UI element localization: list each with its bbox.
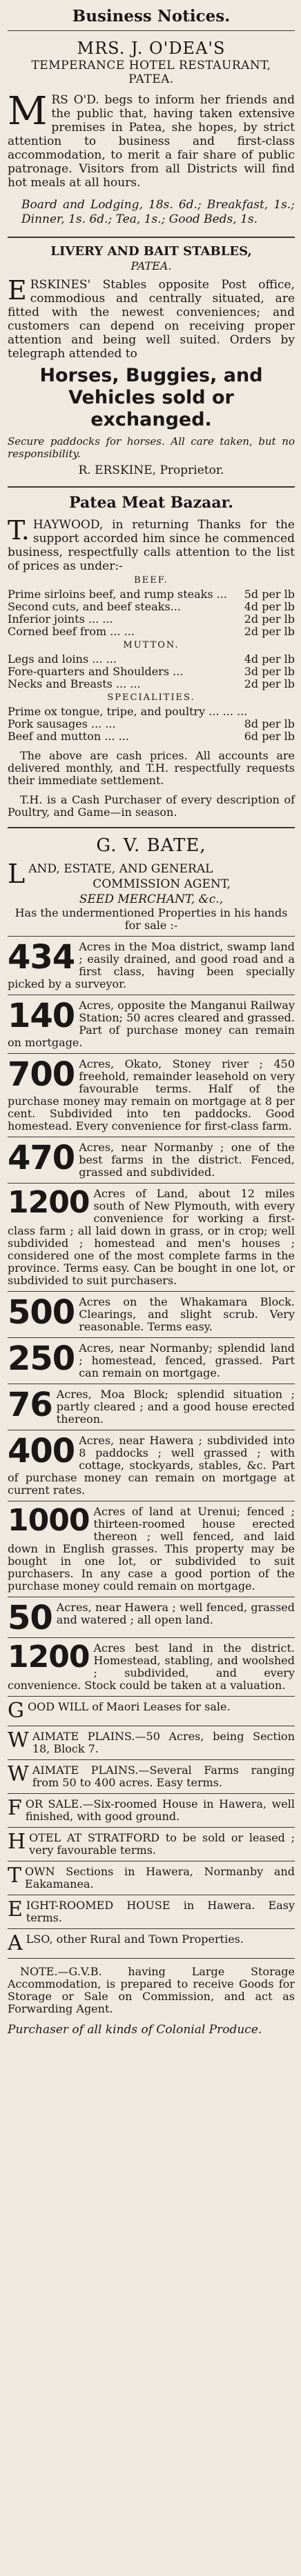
odea-business: TEMPERANCE HOTEL RESTAURANT, (31, 59, 271, 72)
listing-entry (8, 1861, 295, 1895)
property-entry (8, 1137, 295, 1183)
listing-entry (8, 1726, 295, 1759)
drop-cap: E (8, 1897, 23, 1921)
section-heading: Business Notices. (72, 7, 231, 26)
listing-entry (8, 1696, 295, 1726)
acreage-number: 250 (8, 1339, 75, 1378)
acreage-number: 76 (8, 1386, 52, 1424)
drop-cap: F (8, 1796, 22, 1820)
property-description: Acres of land at Urenui; fenced ; thirteen-roomed house erected thereon ; well fenced, and laid down in English grasses. This property may be bought in one lot, or subdivided to suit purchasers. In any case a good portion of the purchase money could remain on mortgage. (8, 1505, 295, 1592)
price-row: Pork sausages ... ... 8d per lb (8, 717, 295, 730)
meat-title: Patea Meat Bazaar. (69, 494, 233, 512)
erskine-note: Secure paddocks for horses. All care taken, but no responsibility. (8, 435, 295, 460)
erskine-body: E RSKINES' Stables opposite Post office, commodious and centrally situated, are fitted with the newest conveniences; and customers can depend on receiving proper attention and being well suited. Orders by telegraph attended to (8, 278, 295, 361)
property-entry (8, 1501, 295, 1597)
bate-heading: L AND, ESTATE, AND GENERAL COMMISSION AGENT, SEED MERCHANT, &c., (8, 861, 231, 906)
erskine-place: PATEA. (130, 259, 172, 272)
property-entry (8, 936, 295, 995)
produce-footer: Purchaser of all kinds of Colonial Produce. (8, 2023, 262, 2037)
meat-intro: T. HAYWOOD, in returning Thanks for the support accorded him since he commenced business, respectfully calls attention to the list of prices as under:- (8, 518, 295, 573)
mutton-prices (8, 653, 295, 690)
property-description: Acres, near Hawera ; subdivided into 8 paddocks ; well grassed ; with cottage, stockyards, stables, &c. Part of purchase money can remain on mortgage at current rates. (8, 1434, 295, 1497)
property-entry (8, 1053, 295, 1137)
price-row: Necks and Breasts ... ... 2d per lb (8, 677, 295, 690)
section-specialities: SPECIALITIES. (107, 692, 195, 703)
acreage-number: 700 (8, 1055, 75, 1094)
acreage-number: 434 (8, 938, 75, 977)
acreage-number: 500 (8, 1293, 75, 1332)
property-description: Acres on the Whakamara Block. Clearings, and slight scrub. Very reasonable. Terms easy. (79, 1295, 295, 1333)
drop-cap: T (8, 1864, 22, 1888)
listing-entry (8, 1759, 295, 1793)
speciality-prices (8, 718, 295, 743)
drop-cap: E (8, 278, 27, 306)
listing-entry (8, 1793, 295, 1827)
property-description: Acres, near Normanby; splendid land ; homestead, fenced, grassed. Part can remain on mortgage. (79, 1341, 295, 1379)
price-row: Second cuts, and beef steaks... 4d per lb (8, 600, 295, 613)
property-entry (8, 1291, 295, 1337)
bate-name: G. V. BATE, (96, 835, 206, 856)
property-entry (8, 995, 295, 1053)
price-row: Corned beef from ... ... 2d per lb (8, 625, 295, 638)
other-listings (8, 1696, 295, 1959)
property-description: Acres, opposite the Manganui Railway Station; 50 acres cleared and grassed. Part of purchase money can remain on mortgage. (8, 999, 295, 1049)
property-description: Acres of Land, about 12 miles south of New Plymouth, with every convenience for working a first-class farm ; all laid down in grass, or in crop; well subdivided ; homestead and men's houses ; considered one of the most complete farms in the province. Terms easy. Can be bought in one lot, or subdivided to suit purchasers. (8, 1187, 295, 1287)
price-row: Legs and loins ... ... 4d per lb (8, 652, 295, 666)
erskine-advert (8, 238, 295, 477)
property-entry (8, 1183, 295, 1291)
drop-cap: W (8, 1762, 29, 1786)
price-row: Beef and mutton ... ... 6d per lb (8, 730, 295, 743)
property-description: Acres in the Moa district, swamp land ; easily drained, and good road and a first class, having been specially picked by a surveyor. (8, 940, 295, 990)
property-description: Acres, Okato, Stoney river ; 450 freehold, remainder leasehold on very favourable terms. Half of the purchase money may remain on mortgage at 8 per cent. Subdivided into ten paddocks. Good homestead. Every convenience for first-class farm. (8, 1057, 295, 1132)
section-mutton: MUTTON. (123, 640, 179, 650)
odea-name: MRS. J. O'DEA'S (77, 39, 226, 58)
listing-text: AIMATE PLAINS.—Several Farms ranging from 50 to 400 acres. Easy terms. (32, 1764, 295, 1789)
listing-text: OWN Sections in Hawera, Normanby and Eakamanea. (25, 1865, 295, 1890)
listing-entry (8, 1928, 295, 1958)
property-description: Acres, near Normanby ; one of the best farms in the district. Fenced, grassed and subdivided. (79, 1141, 295, 1179)
odea-terms: Board and Lodging, 18s. 6d.; Breakfast, 1s.; Dinner, 1s. 6d.; Tea, 1s.; Good Beds, 1s. (21, 198, 295, 226)
bate-advert (8, 828, 295, 932)
erskine-title: LIVERY AND BAIT STABLES, (50, 244, 252, 259)
property-description: Acres, near Hawera ; well fenced, grassed and watered ; all open land. (56, 1601, 295, 1626)
drop-cap: M (8, 93, 48, 134)
beef-prices (8, 588, 295, 638)
meat-advert (8, 488, 295, 819)
bate-intro: Has the undermentioned Properties in his hands for sale :- (14, 906, 288, 932)
listing-text: OR SALE.—Six-roomed House in Hawera, well finished, with good ground. (25, 1797, 295, 1823)
property-list (8, 936, 295, 1696)
drop-cap: G (8, 1699, 24, 1723)
price-row: Fore-quarters and Shoulders ... 3d per lb (8, 665, 295, 678)
price-row: Prime sirloins beef, and rump steaks ... 5d per lb (8, 588, 295, 601)
odea-advert (8, 31, 295, 227)
acreage-number: 140 (8, 997, 75, 1035)
property-description: Acres, Moa Block; splendid situation ; partly cleared ; and a good house erected thereon. (56, 1388, 295, 1426)
property-entry (8, 1337, 295, 1384)
listing-text: OTEL AT STRATFORD to be sold or leased ; very favourable terms. (29, 1831, 295, 1857)
property-entry (8, 1597, 295, 1637)
listing-entry (8, 1895, 295, 1928)
meat-poultry-note: T.H. is a Cash Purchaser of every description of Poultry, and Game—in season. (8, 793, 295, 819)
drop-cap: A (8, 1931, 23, 1955)
drop-cap: L (8, 861, 26, 889)
acreage-number: 50 (8, 1599, 52, 1637)
drop-cap: W (8, 1728, 29, 1753)
listing-text: AIMATE PLAINS.—50 Acres, being Section 18, Block 7. (32, 1730, 295, 1755)
drop-cap: T. (8, 518, 30, 546)
erskine-headline: Horses, Buggies, and Vehicles sold or exchanged. (39, 365, 263, 430)
odea-body: M RS O'D. begs to inform her friends and the public that, having taken extensive premises in Patea, she hopes, by strict attention to business and first-class accommodation, to merit a fair share of public patronage. Visitors from all Districts will find hot meals at all hours. (8, 93, 295, 190)
meat-cash-note: The above are cash prices. All accounts are delivered monthly, and T.H. respectfully requests their immediate settlement. (8, 749, 295, 787)
odea-place: PATEA. (128, 72, 174, 86)
section-beef: BEEF. (134, 575, 168, 586)
acreage-number: 400 (8, 1432, 75, 1470)
storage-note: NOTE.—G.V.B. having Large Storage Accommodation, is prepared to receive Goods for Storage or Sale on Commission, and act as Forwarding Agent. (8, 1965, 295, 2015)
erskine-signature: R. ERSKINE, Proprietor. (78, 463, 224, 477)
acreage-number: 1200 (8, 1185, 90, 1220)
acreage-number: 1000 (8, 1503, 90, 1538)
price-row: Inferior joints ... ... 2d per lb (8, 612, 295, 626)
acreage-number: 1200 (8, 1639, 90, 1675)
property-entry (8, 1430, 295, 1501)
speciality-heading: Prime ox tongue, tripe, and poultry ... ... ... (8, 705, 248, 718)
property-entry (8, 1637, 295, 1696)
property-entry (8, 1384, 295, 1430)
property-description: Acres best land in the district. Homestead, stabling, and woolshed ; subdivided, and every convenience. Stock could be taken at a valuation. (8, 1641, 295, 1692)
listing-text: OOD WILL of Maori Leases for sale. (27, 1700, 231, 1713)
listing-text: LSO, other Rural and Town Properties. (26, 1933, 244, 1946)
drop-cap: H (8, 1830, 26, 1854)
listing-entry (8, 1827, 295, 1861)
listing-text: IGHT-ROOMED HOUSE in Hawera. Easy terms. (26, 1899, 295, 1924)
acreage-number: 470 (8, 1139, 75, 1177)
rule (8, 1958, 295, 1959)
